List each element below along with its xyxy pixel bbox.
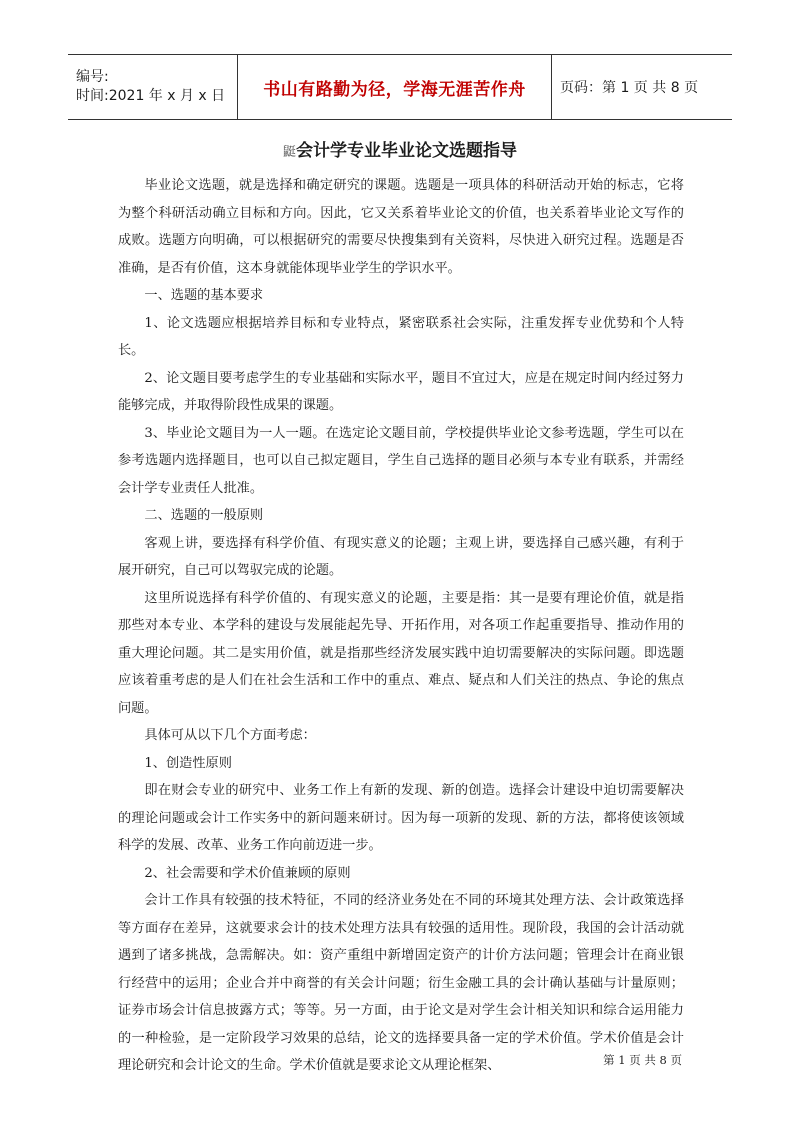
document-title: 会计学专业毕业论文选题指导 [296,141,517,161]
subheading-creativity-principle: 1、创造性原则 [144,755,232,771]
paragraph-requirement-1: 1、论文选题应根据培养目标和专业特点，紧密联系社会实际，注重发挥专业优势和个人特长。 [118,315,684,358]
paragraph-intro: 毕业论文选题，就是选择和确定研究的课题。选题是一项具体的科研活动开始的标志，它将为整个科研活动确立目标和方向。因此，它又关系着毕业论文的价值，也关系着毕业论文写作的成败。选题方向明确，可以根据研究的需要尽快搜集到有关资料，尽快进入研究过程。选题是否准确，是否有价值，这本身就能体现毕业学生的学识水平。 [118,178,684,276]
document-number-label: 编号: [76,69,109,85]
page-footer: 第 1 页 共 8 页 [603,1053,682,1067]
paragraph-principles-overview: 客观上讲，要选择有科学价值、有现实意义的论题；主观上讲，要选择自己感兴趣，有利于展开研究，自己可以驾驭完成的论题。 [118,535,684,578]
paragraph-creativity: 即在财会专业的研究中、业务工作上有新的发现、新的创造。选择会计建设中迫切需要解决的理论问题或会计工作实务中的新问题来研讨。因为每一项新的发现、新的方法，都将使该领域科学的发展、改革、业务工作向前迈进一步。 [118,783,684,853]
document-header [68,54,732,120]
header-meta [68,55,238,119]
paragraph-requirement-2: 2、论文题目要考虑学生的专业基础和实际水平，题目不宜过大，应是在规定时间内经过努力能够完成，并取得阶段性成果的课题。 [118,370,684,413]
paragraph-scientific-value: 这里所说选择有科学价值的、有现实意义的论题，主要是指：其一是要有理论价值，就是指那些对本专业、本学科的建设与发展能起先导、开拓作用，对各项工作起重要指导、推动作用的重大理论问题。其二是实用价值，就是指那些经济发展实践中迫切需要解决的实际问题。即选题应该着重考虑的是人们在社会生活和工作中的重点、难点、疑点和人们关注的热点、争论的焦点问题。 [118,590,684,716]
document-title-line [0,136,800,161]
section-heading-basic-requirements: 一、选题的基本要求 [144,288,264,303]
paragraph-requirement-3: 3、毕业论文题目为一人一题。在选定论文题目前，学校提供毕业论文参考选题，学生可以在参考选题内选择题目，也可以自己拟定题目，学生自己选择的题目必须与本专业有联系，并需经会计学专业责任人批准。 [118,425,684,496]
document-body [118,172,684,1080]
subheading-social-academic-principle: 2、社会需要和学术价值兼顾的原则 [144,865,351,881]
document-time-label: 时间:2021 年 x 月 x 日 [76,88,226,104]
paragraph-considerations-intro: 具体可从以下几个方面考虑： [144,728,316,743]
paragraph-social-academic: 会计工作具有较强的技术特征，不同的经济业务处在不同的环境其处理方法、会计政策选择等方面存在差异，这就要求会计的技术处理方法具有较强的适用性。现阶段，我国的会计活动就遇到了诸多挑战，急需解决。如：资产重组中新增固定资产的计价方法问题；管理会计在商业银行经营中的运用；企业合并中商誉的有关会计问题；衍生金融工具的会计确认基础与计量原则；证券市场会计信息披露方式；等等。另一方面，由于论文是对学生会计相关知识和综合运用能力的一种检验，是一定阶段学习效果的总结，论文的选择要具备一定的学术价值。学术价值是会计理论研究和会计论文的生命。学术价值就是要求论文从理论框架、 [118,893,684,1073]
title-glyph: 鼮 [282,145,296,160]
section-heading-general-principles: 二、选题的一般原则 [144,508,264,523]
header-motto: 书山有路勤为径，学海无涯苦作舟 [238,55,552,119]
header-page-number: 页码：第 1 页 共 8 页 [560,80,699,96]
